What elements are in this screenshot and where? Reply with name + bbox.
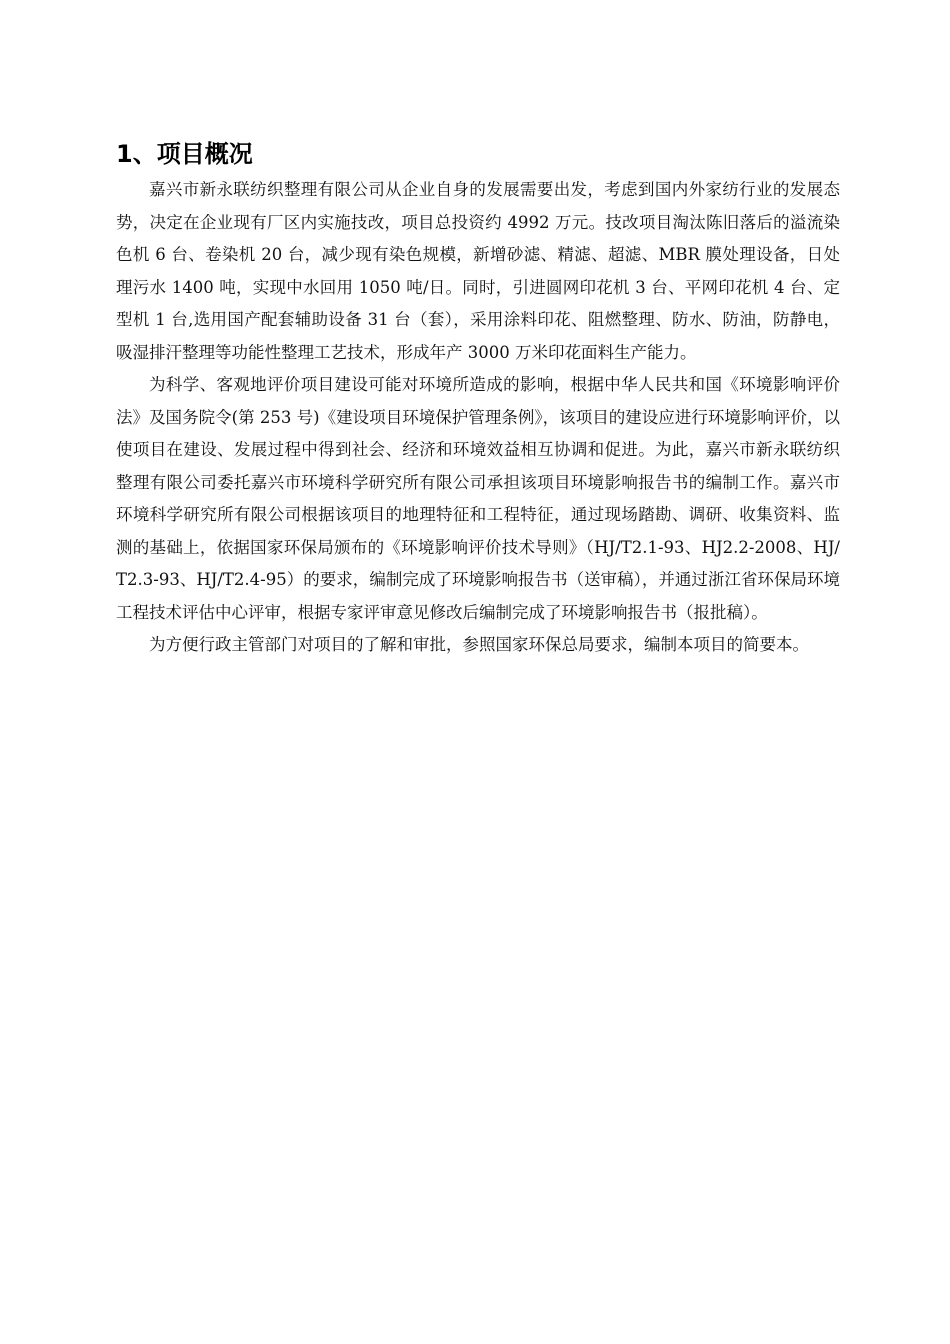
document-body: [116, 136, 840, 662]
paragraph-summary-purpose: 为方便行政主管部门对项目的了解和审批，参照国家环保总局要求，编制本项目的简要本。: [149, 635, 809, 654]
section-heading: 1、项目概况: [116, 140, 253, 168]
paragraph-eia-basis: 为科学、客观地评价项目建设可能对环境所造成的影响，根据中华人民共和国《环境影响评价法》及国务院令(第 253 号)《建设项目环境保护管理条例》，该项目的建设应进行环境影响评价，以使项目在建设、发展过程中得到社会、经济和环境效益相互协调和促进。为此，嘉兴市新永联纺织整理有限公司委托嘉兴市环境科学研究所有限公司承担该项目环境影响报告书的编制工作。嘉兴市环境科学研究所有限公司根据该项目的地理特征和工程特征，通过现场踏勘、调研、收集资料、监测的基础上，依据国家环保局颁布的《环境影响评价技术导则》（HJ/T2.1-93、HJ2.2-2008、HJ/T2.3-93、HJ/T2.4-95）的要求，编制完成了环境影响报告书（送审稿），并通过浙江省环保局环境工程技术评估中心评审，根据专家评审意见修改后编制完成了环境影响报告书（报批稿）。: [116, 375, 840, 622]
paragraph-project-overview: 嘉兴市新永联纺织整理有限公司从企业自身的发展需要出发，考虑到国内外家纺行业的发展态势，决定在企业现有厂区内实施技改，项目总投资约 4992 万元。技改项目淘汰陈旧落后的溢流染色机 6 台、卷染机 20 台，减少现有染色规模，新增砂滤、精滤、超滤、MBR 膜处理设备，日处理污水 1400 吨，实现中水回用 1050 吨/日。同时，引进圆网印花机 3 台、平网印花机 4 台、定型机 1 台,选用国产配套辅助设备 31 台（套），采用涂料印花、阻燃整理、防水、防油，防静电，吸湿排汗整理等功能性整理工艺技术，形成年产 3000 万米印花面料生产能力。: [116, 180, 840, 362]
